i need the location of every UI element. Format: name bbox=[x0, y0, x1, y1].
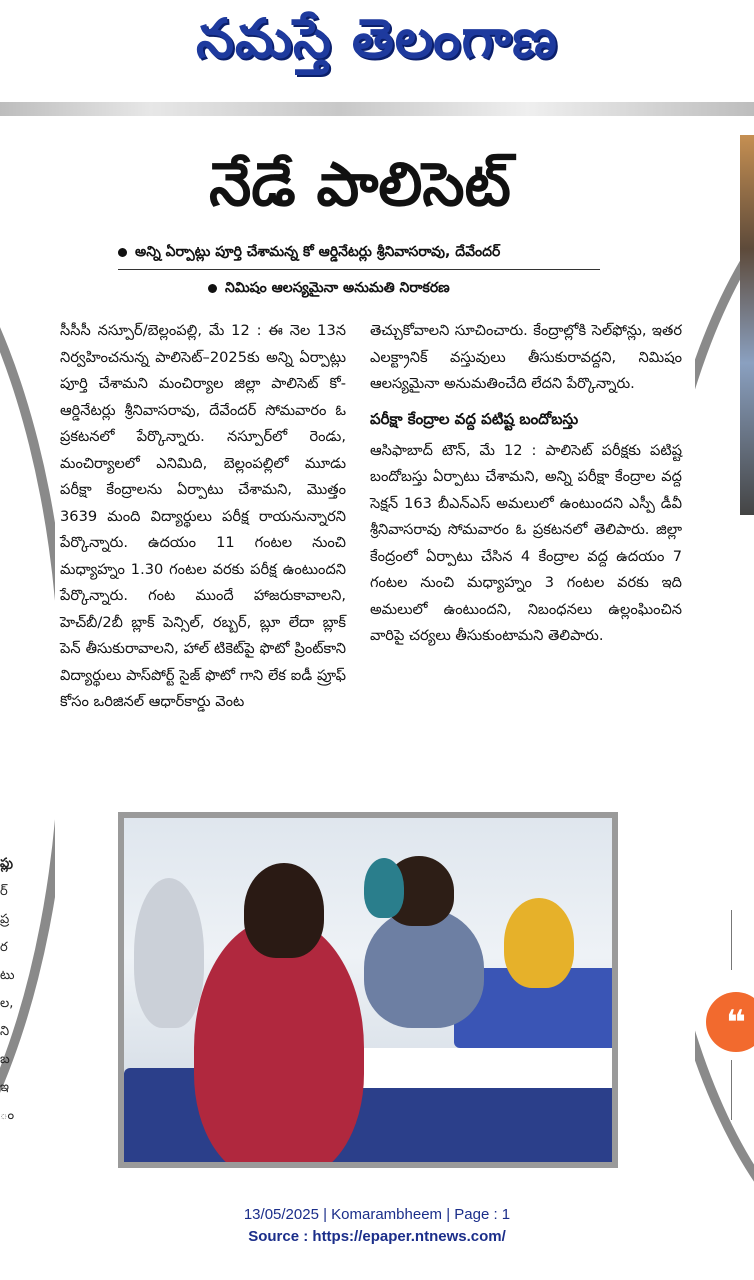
fragment-line: ం bbox=[0, 1108, 15, 1123]
bullet-icon bbox=[208, 284, 217, 293]
subhead-1-text: అన్ని ఏర్పాట్లు పూర్తి చేశామన్న కో ఆర్డినేటర్లు శ్రీనివాసరావు, దేవేందర్ bbox=[135, 244, 501, 260]
fragment-line: ఇ bbox=[0, 1080, 9, 1095]
divider-line bbox=[731, 910, 732, 970]
left-column-text: సీసీసీ నస్పూర్/బెల్లంపల్లి, మే 12 : ఈ నెల 13న నిర్వహించనున్న పాలిసెట్–2025కు అన్ని ఏర్పాట్లు పూర్తి చేశామని మంచిర్యాల జిల్లా పాలిసెట్ కో-ఆర్డినేటర్లు శ్రీనివాసరావు, దేవేందర్ సోమవారం ఓ ప్రకటనలో పేర్కొన్నారు. నస్పూర్‌లో రెండు, మంచిర్యాలలో ఎనిమిది, బెల్లంపల్లిలో మూడు పరీక్షా కేంద్రాలను ఏర్పాటు చేశామని, మొత్తం 3639 మంది విద్యార్థులు పరీక్ష రాయనున్నారని పేర్కొన్నారు. ఉదయం 11 గంటల నుంచి మధ్యాహ్నం 1.30 గంటల వరకు పరీక్ష ఉంటుందని పేర్కొన్నారు. గంట ముందే హాజరుకావాలని, హెచ్‌బీ/2బీ బ్లాక్ పెన్సిల్, రబ్బర్, బ్లూ లేదా బ్లాక్ పెన్ తీసుకురావాలని, హాల్ టికెట్‌పై ఫొటో ప్రింట్‌కాని విద్యార్థులు పాస్‌పోర్ట్ సైజ్ ఫొటో గాని లేక ఐడీ ప్రూఫ్ కోసం ఒరిజినల్ ఆధార్‌కార్డు వెంట bbox=[60, 322, 346, 710]
divider-line bbox=[731, 1060, 732, 1120]
fragment-line: బ bbox=[0, 1052, 10, 1067]
quote-button[interactable]: ❝ bbox=[706, 992, 754, 1052]
right-column-text-1: తెచ్చుకోవాలని సూచించారు. కేంద్రాల్లోకి సెల్‌ఫోన్లు, ఇతర ఎలక్ట్రానిక్ వస్తువులు తీసుకురావద్దని, నిమిషం ఆలస్యమైనా అనుమతించేది లేదని పేర్కొన్నారు. bbox=[370, 322, 682, 392]
photo-student bbox=[504, 898, 574, 988]
fragment-line: ల, bbox=[0, 996, 14, 1011]
right-column-text-2: ఆసిఫాబాద్ టౌన్, మే 12 : పాలిసెట్ పరీక్షకు పటిష్ట బందోబస్తు ఏర్పాటు చేశామని, అన్ని పరీక్షా కేంద్రాల వద్ద సెక్షన్ 163 బీఎన్ఎస్ అమలులో ఉంటుందని ఎస్పీ డీవీ శ్రీనివాసరావు సోమవారం ఓ ప్రకటనలో తెలిపారు. జిల్లా కేంద్రంలో ఏర్పాటు చేసిన 4 కేంద్రాల వద్ద ఉదయం 7 గంటల నుంచి మధ్యాహ్నం 3 గంటల వరకు ఇది అమలులో ఉంటుందని, నిబంధనలు ఉల్లంఘించిన వారిపై చర్యలు తీసుకుంటామని తెలిపారు. bbox=[370, 441, 682, 644]
photo-student bbox=[244, 863, 324, 958]
fragment-line: ర bbox=[0, 940, 8, 955]
right-subheading: పరీక్షా కేంద్రాల వద్ద పటిష్ట బందోబస్తు bbox=[370, 409, 579, 428]
subhead-2 bbox=[208, 280, 608, 299]
article-photo bbox=[118, 812, 618, 1168]
fragment-line: టు bbox=[0, 968, 15, 983]
adjacent-column-fragment bbox=[0, 850, 14, 1150]
bullet-icon bbox=[118, 248, 127, 257]
footer-date-edition: 13/05/2025 | Komarambheem | Page : 1 bbox=[243, 1206, 511, 1223]
header-divider-strip bbox=[0, 102, 754, 116]
article-headline: నేడే పాలిసెట్ bbox=[209, 150, 511, 220]
newspaper-title: నమస్తే తెలంగాణ bbox=[196, 6, 558, 70]
page-footer bbox=[0, 1204, 754, 1248]
article-column-left bbox=[60, 318, 346, 716]
article-column-right bbox=[370, 318, 682, 650]
photo-student bbox=[364, 858, 404, 918]
fragment-line: ప్ర bbox=[0, 912, 10, 927]
adjacent-photo-edge bbox=[740, 135, 754, 515]
masthead bbox=[0, 0, 754, 100]
footer-source-link[interactable]: Source : https://epaper.ntnews.com/ bbox=[248, 1228, 506, 1245]
photo-student bbox=[134, 878, 204, 1028]
fragment-line: ని bbox=[0, 1024, 10, 1039]
subhead-2-text: నిమిషం ఆలస్యమైనా అనుమతి నిరాకరణ bbox=[225, 280, 450, 296]
photo-student bbox=[364, 908, 484, 1028]
subhead-1 bbox=[118, 244, 600, 270]
exam-hall-photo bbox=[124, 818, 612, 1162]
fragment-line: ప్లు bbox=[0, 856, 13, 871]
fragment-line: ర్ bbox=[0, 884, 8, 899]
